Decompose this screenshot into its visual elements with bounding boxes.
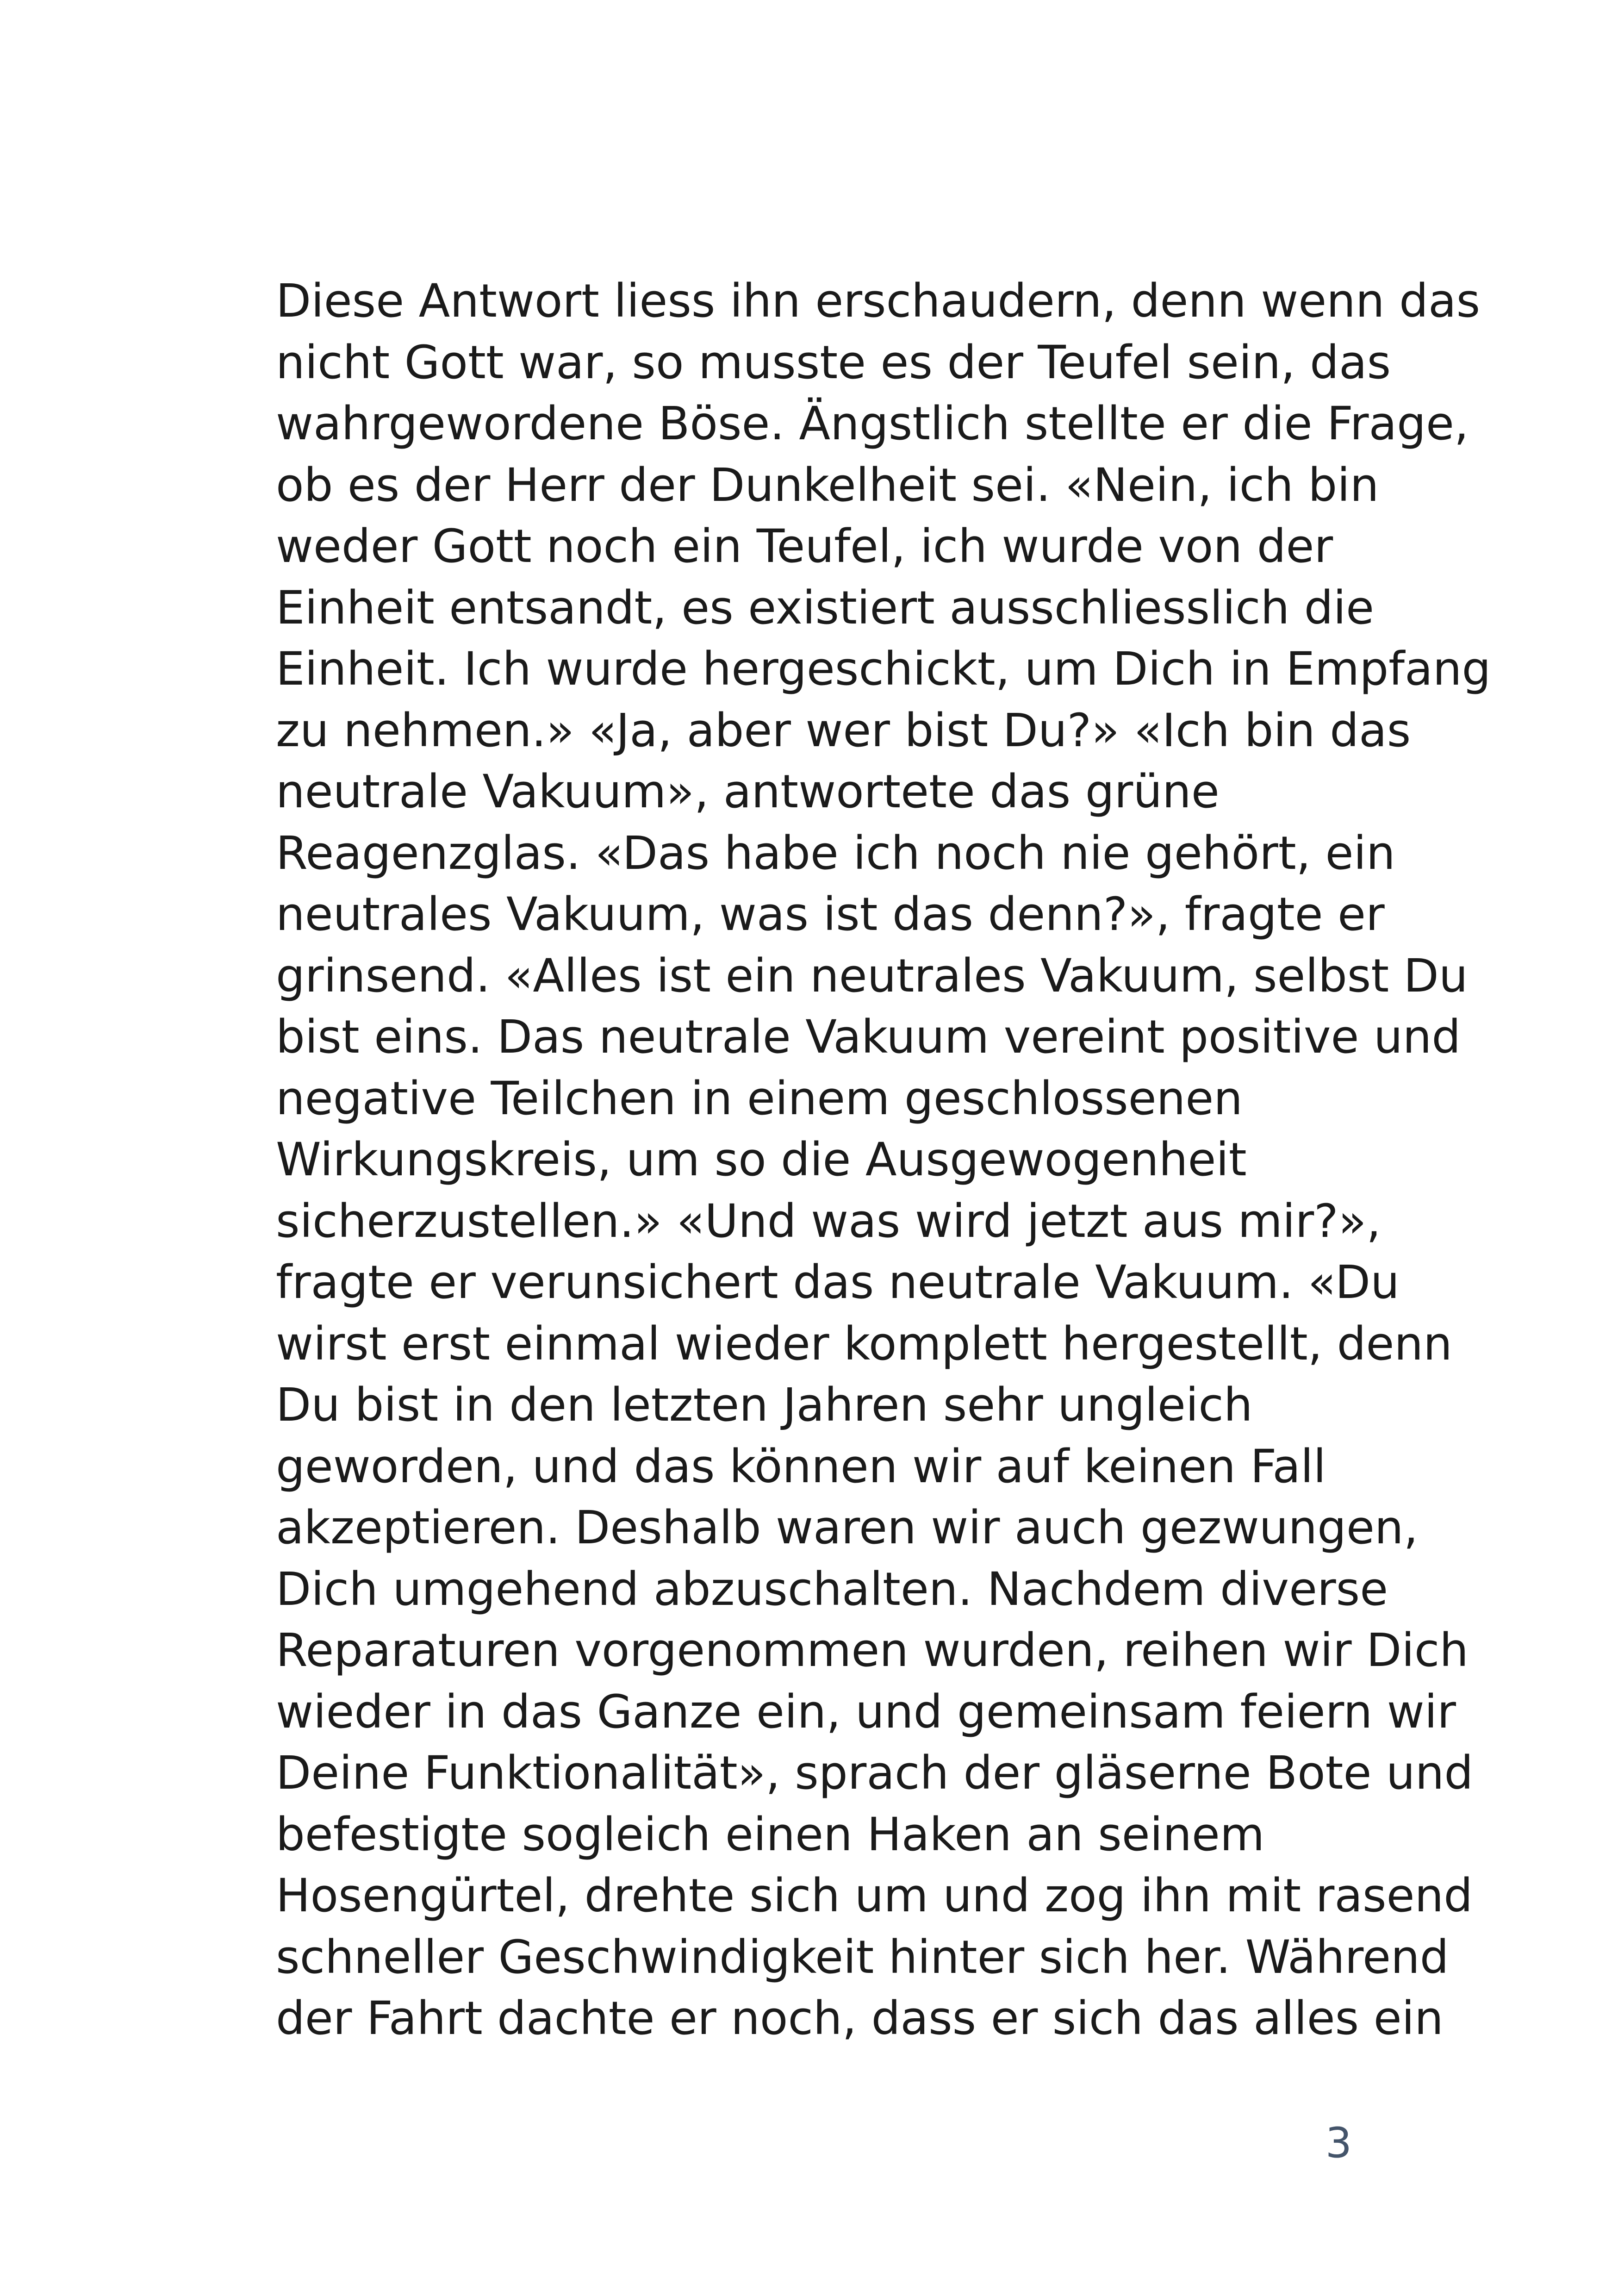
body-paragraph xyxy=(276,271,1491,2050)
text-line: befestigte sogleich einen Haken an seinem xyxy=(276,1808,1265,1861)
text-line: weder Gott noch ein Teufel, ich wurde von der xyxy=(276,520,1333,573)
text-line: Einheit entsandt, es existiert ausschliesslich die xyxy=(276,581,1375,635)
text-line: sicherzustellen.» «Und was wird jetzt aus mir?», xyxy=(276,1194,1381,1248)
text-line: grinsend. «Alles ist ein neutrales Vakuum, selbst Du xyxy=(276,949,1468,1003)
text-line: Wirkungskreis, um so die Ausgewogenheit xyxy=(276,1133,1247,1186)
text-line: neutrales Vakuum, was ist das denn?», fragte er xyxy=(276,888,1385,941)
text-line: Reagenzglas. «Das habe ich noch nie gehört, ein xyxy=(276,826,1395,880)
text-line: negative Teilchen in einem geschlossenen xyxy=(276,1072,1243,1125)
text-line: wahrgewordene Böse. Ängstlich stellte er die Frage, xyxy=(276,397,1469,450)
text-line: nicht Gott war, so musste es der Teufel sein, das xyxy=(276,336,1391,389)
text-line: Diese Antwort liess ihn erschaudern, denn wenn das xyxy=(276,275,1481,328)
text-line: Dich umgehend abzuschalten. Nachdem diverse xyxy=(276,1562,1388,1616)
text-line: Deine Funktionalität», sprach der gläserne Bote und xyxy=(276,1747,1474,1800)
text-line: akzeptieren. Deshalb waren wir auch gezwungen, xyxy=(276,1501,1419,1554)
text-line: Du bist in den letzten Jahren sehr ungleich xyxy=(276,1379,1253,1432)
text-line: Reparaturen vorgenommen wurden, reihen wir Dich xyxy=(276,1624,1469,1677)
text-line: wirst erst einmal wieder komplett hergestellt, denn xyxy=(276,1317,1452,1371)
text-line: bist eins. Das neutrale Vakuum vereint positive und xyxy=(276,1011,1461,1064)
text-line: geworden, und das können wir auf keinen Fall xyxy=(276,1440,1326,1493)
text-line: zu nehmen.» «Ja, aber wer bist Du?» «Ich bin das xyxy=(276,704,1411,757)
text-line: Hosengürtel, drehte sich um und zog ihn mit rasend xyxy=(276,1869,1473,1922)
page-number: 3 xyxy=(1325,2119,1352,2167)
text-line: Einheit. Ich wurde hergeschickt, um Dich in Empfang xyxy=(276,643,1491,696)
text-line: ob es der Herr der Dunkelheit sei. «Nein, ich bin xyxy=(276,458,1379,512)
text-line: der Fahrt dachte er noch, dass er sich das alles ein xyxy=(276,1992,1444,2045)
text-line: neutrale Vakuum», antwortete das grüne xyxy=(276,765,1220,818)
text-line: wieder in das Ganze ein, und gemeinsam feiern wir xyxy=(276,1685,1456,1739)
text-line: fragte er verunsichert das neutrale Vakuum. «Du xyxy=(276,1256,1400,1309)
text-line: schneller Geschwindigkeit hinter sich her. Während xyxy=(276,1930,1449,1984)
